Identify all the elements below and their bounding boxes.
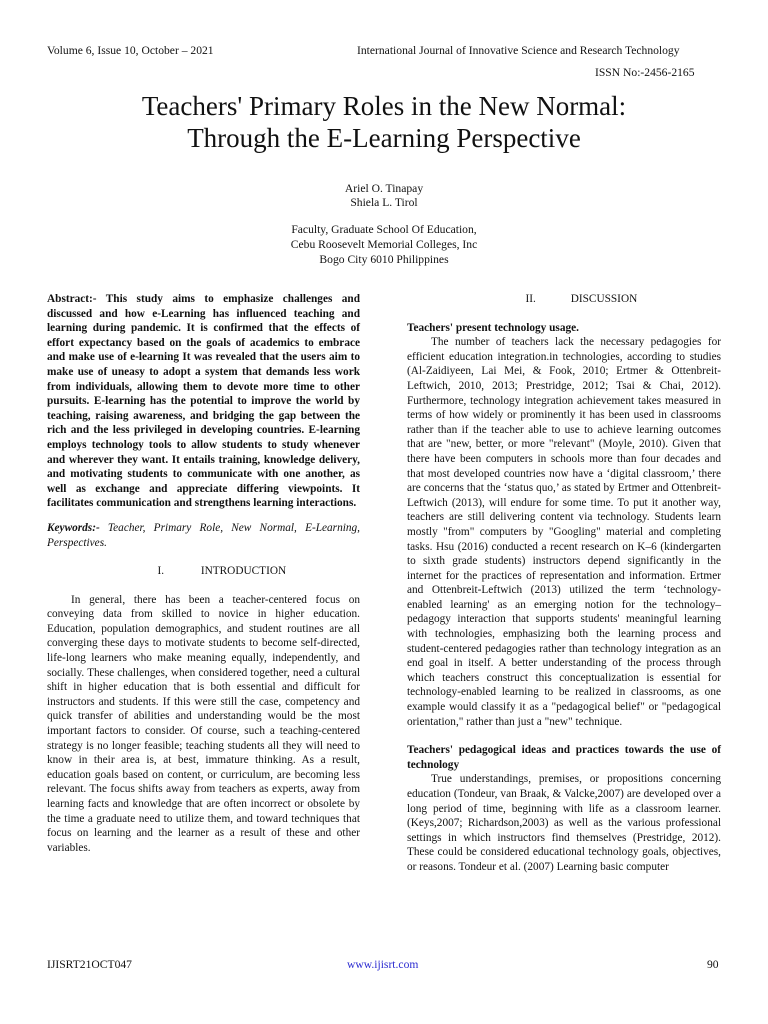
affiliation-line-2: Cebu Roosevelt Memorial Colleges, Inc [290,238,478,251]
journal-url-link[interactable]: www.ijisrt.com [347,958,419,971]
title-line-1: Teachers' Primary Roles in the New Normal: [141,91,627,121]
introduction-paragraph: In general, there has been a teacher-centered focus on conveying data from skilled to novice in higher education. Education, population demographics, and student routines are all converging these days to motivate students to become self-directed, life-long learners who make meaning equally, independently, and socially. These challenges, when considered together, need a cultural shift in higher education that is both essential and difficult for instructors and students. If this were still the case, competency and quick transfer of abilities and understanding would be the most important factors to consider. Of course, such a teaching-centered strategy is no longer feasible; teaching students all they will need to know in their area is, at best, immature thinking. As a result, education goals based on content, or curriculum, are becoming less relevant. The focus shifts away from teachers as experts, away from learning facts and knowledge that are often incorrect or obsolete by the time a graduate need to utilize them, and toward techniques that focus on learning and the learner as a result of these and other variables. [47,593,360,854]
paper-id: IJISRT21OCT047 [47,958,132,971]
section-title: DISCUSSION [570,293,638,305]
keywords [47,521,360,550]
subheading-technology-usage: Teachers' present technology usage. [407,321,579,334]
keywords-text: Teacher, Primary Role, New Normal, E-Learning, Perspectives. [47,521,360,549]
technology-usage-paragraph: The number of teachers lack the necessary pedagogies for efficient education integration.in technologies, according to studies (Al-Zaidiyeen, Lai Mei, & Fook, 2010; Ertmer & Ottenbreit-Leftwich, 2010, 2013; Prestridge, 2012; Tsai & Chai, 2012). Furthermore, technology integration achievement takes measured in terms of how widely or prominently it has been used in classrooms rather than if the teacher able to use to achieve learning outcomes that are "new, better, or more "relevant" (Moyle, 2010). Given that there have been computers in schools more than four decades and that most developed countries now have a ‘digital classroom,’ there are concerns that the ‘status quo,’ as stated by Ertmer and Ottenbreit-Leftwich (2013), will endure for some time. To put it another way, teachers are still delivering content via technology. Students learn mostly "from" computers by "Googling" material and completing tasks. Hsu (2016) conducted a recent research on K–6 (kindergarten to sixth grade students) instructors depend significantly in the internet for the practices of representation and information. Ertmer and Ottenbreit-Leftwich (2013) utilized the term ‘technology-enabled learning' as an emerging notion for the technology–pedagogy interaction that supports students' meaningful learning with technologies, emphasizing both the learning process and student-centered pedagogies rather than technology integration as an end goal in itself. A better understanding of the process through which teachers construct this conceptualization is essential for technology-enabled learning to be realized in classrooms, as one example would classify it as a "pedagogical belief" or "pedagogical orientation," rather than just a "new" technique. [407,336,721,728]
section-heading-introduction [47,564,360,579]
journal-name: International Journal of Innovative Science and Research Technology [357,44,680,57]
keywords-label: Keywords:- [47,521,100,534]
section-heading-discussion [407,292,721,307]
page-number: 90 [707,958,719,971]
paper-title [0,90,768,154]
section-number: II. [525,293,536,305]
section-number: I. [157,565,165,578]
title-line-2: Through the E-Learning Perspective [187,123,581,153]
volume-issue: Volume 6, Issue 10, October – 2021 [47,44,214,57]
affiliation-line-1: Faculty, Graduate School Of Education, [291,223,477,236]
pedagogical-ideas-paragraph: True understandings, premises, or propositions concerning education (Tondeur, van Braak, & Valcke,2007) are developed over a long period of time, beginning with life as a classroom learner. (Keys,2007; Richardson,2003) as well as the various professional settings in which instructors find themselves (Prestridge, 2012). These could be considered educational technology goals, objectives, or reasons. Tondeur et al. (2007) Learning basic computer [407,773,721,873]
issn: ISSN No:-2456-2165 [595,66,695,79]
author-2: Shiela L. Tirol [350,196,418,209]
subheading-pedagogical-ideas: Teachers' pedagogical ideas and practices towards the use of technology [407,744,721,771]
author-1: Ariel O. Tinapay [344,182,424,195]
section-title: INTRODUCTION [200,565,287,578]
abstract: Abstract:- This study aims to emphasize challenges and discussed and how e-Learning has influenced teaching and learning during pandemic. It is confirmed that the effects of effort expectancy based on the goals of academics to embrace and make use of e-learning It was revealed that the users aim to make use of uneasy to adopt a system that demands less work from individuals, allowing them to devote more time to other pursuits. E-learning has the potential to improve the world by teaching, raising awareness, and bridging the gap between the rich and the less privileged in developing countries. E-learning employs technology tools to allow students to study whenever and wherever they want. It entails training, knowledge delivery, and motivating students to communicate with one another, as well as exchange and appreciate differing viewpoints. It facilitates communication and strengthens learning interactions. [47,293,360,510]
authors [0,182,768,210]
affiliation-line-3: Bogo City 6010 Philippines [319,253,449,266]
right-column [407,292,721,875]
affiliation [0,222,768,267]
left-column [47,292,360,855]
